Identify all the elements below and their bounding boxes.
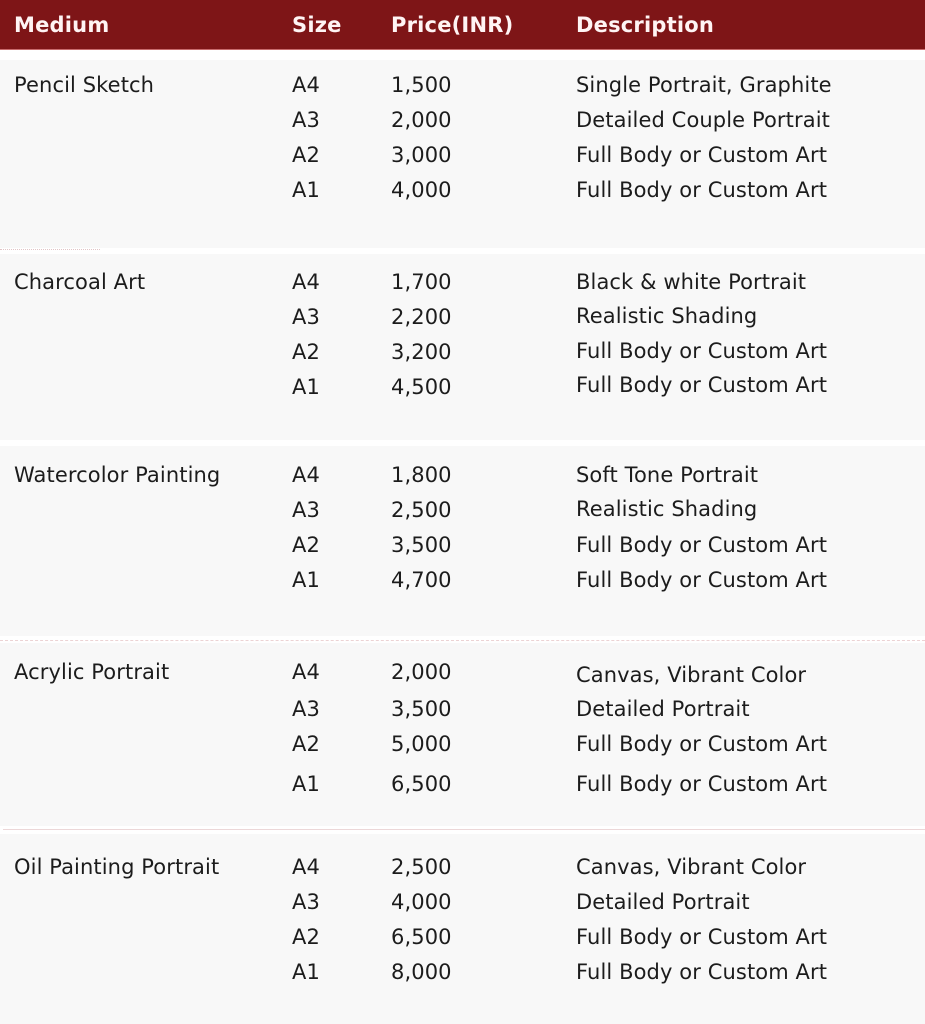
size-cell: A1 — [292, 568, 320, 592]
description-cell: Canvas, Vibrant Color — [576, 855, 807, 879]
description-cell: Full Body or Custom Art — [576, 533, 828, 557]
description-cell: Black & white Portrait — [576, 270, 807, 294]
price-cell: 2,200 — [391, 305, 452, 329]
description-cell: Full Body or Custom Art — [576, 143, 828, 167]
description-cell: Soft Tone Portrait — [576, 463, 759, 487]
description-cell: Full Body or Custom Art — [576, 568, 828, 592]
group-divider — [0, 640, 925, 641]
size-cell: A2 — [292, 340, 320, 364]
size-cell: A4 — [292, 855, 320, 879]
size-cell: A2 — [292, 533, 320, 557]
group-divider — [0, 249, 100, 250]
size-cell: A4 — [292, 463, 320, 487]
description-cell: Realistic Shading — [576, 497, 758, 521]
description-cell: Full Body or Custom Art — [576, 925, 828, 949]
table-group-watercolor-painting — [0, 446, 925, 636]
price-cell: 3,500 — [391, 533, 452, 557]
description-cell: Full Body or Custom Art — [576, 732, 828, 756]
table-group-acrylic-portrait — [0, 643, 925, 826]
size-cell: A1 — [292, 178, 320, 202]
table-group-charcoal-art — [0, 254, 925, 440]
price-cell: 3,000 — [391, 143, 452, 167]
price-cell: 8,000 — [391, 960, 452, 984]
size-cell: A1 — [292, 375, 320, 399]
price-cell: 2,000 — [391, 108, 452, 132]
size-cell: A3 — [292, 305, 320, 329]
medium-cell: Charcoal Art — [14, 270, 146, 294]
size-cell: A1 — [292, 772, 320, 796]
group-divider — [3, 829, 925, 830]
price-cell: 4,000 — [391, 178, 452, 202]
description-cell: Detailed Portrait — [576, 697, 750, 721]
size-cell: A4 — [292, 73, 320, 97]
table-group-pencil-sketch — [0, 60, 925, 248]
description-cell: Realistic Shading — [576, 304, 758, 328]
description-cell: Full Body or Custom Art — [576, 339, 828, 363]
header-price: Price(INR) — [391, 13, 514, 37]
medium-cell: Acrylic Portrait — [14, 660, 170, 684]
price-cell: 4,000 — [391, 890, 452, 914]
size-cell: A2 — [292, 925, 320, 949]
price-cell: 6,500 — [391, 772, 452, 796]
medium-cell: Pencil Sketch — [14, 73, 155, 97]
header-description: Description — [576, 13, 715, 37]
description-cell: Detailed Couple Portrait — [576, 108, 830, 132]
size-cell: A2 — [292, 143, 320, 167]
price-cell: 2,500 — [391, 855, 452, 879]
size-cell: A3 — [292, 890, 320, 914]
size-cell: A3 — [292, 697, 320, 721]
price-cell: 1,800 — [391, 463, 452, 487]
price-cell: 3,500 — [391, 697, 452, 721]
price-cell: 4,500 — [391, 375, 452, 399]
price-cell: 1,500 — [391, 73, 452, 97]
price-cell: 3,200 — [391, 340, 452, 364]
size-cell: A4 — [292, 660, 320, 684]
size-cell: A1 — [292, 960, 320, 984]
description-cell: Single Portrait, Graphite — [576, 73, 832, 97]
header-size: Size — [292, 13, 342, 37]
description-cell: Canvas, Vibrant Color — [576, 663, 807, 687]
price-cell: 2,000 — [391, 660, 452, 684]
size-cell: A4 — [292, 270, 320, 294]
header-medium: Medium — [14, 13, 110, 37]
price-cell: 6,500 — [391, 925, 452, 949]
price-cell: 1,700 — [391, 270, 452, 294]
price-cell: 2,500 — [391, 498, 452, 522]
price-cell: 4,700 — [391, 568, 452, 592]
medium-cell: Oil Painting Portrait — [14, 855, 220, 879]
description-cell: Full Body or Custom Art — [576, 960, 828, 984]
description-cell: Full Body or Custom Art — [576, 373, 828, 397]
description-cell: Full Body or Custom Art — [576, 178, 828, 202]
price-cell: 5,000 — [391, 732, 452, 756]
description-cell: Full Body or Custom Art — [576, 772, 828, 796]
table-header — [0, 0, 925, 50]
size-cell: A2 — [292, 732, 320, 756]
size-cell: A3 — [292, 498, 320, 522]
description-cell: Detailed Portrait — [576, 890, 750, 914]
table-group-oil-painting-portrait — [0, 834, 925, 1024]
size-cell: A3 — [292, 108, 320, 132]
medium-cell: Watercolor Painting — [14, 463, 221, 487]
